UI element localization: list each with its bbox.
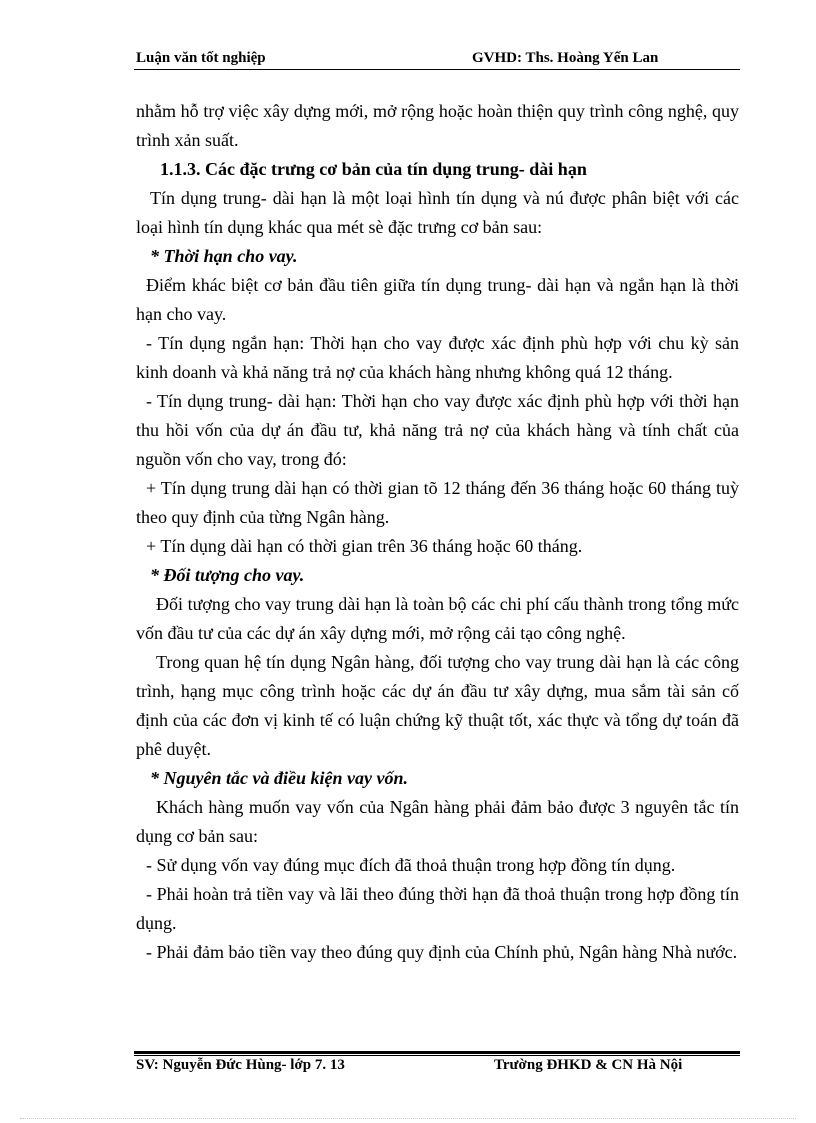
paragraph-medium-term-duration: + Tín dụng trung dài hạn có thời gian tõ 12 tháng đến 36 tháng hoặc 60 tháng tuỳ theo quy định của từng Ngân hàng. (136, 478, 739, 527)
paragraph-short-term: - Tín dụng ngắn hạn: Thời hạn cho vay được xác định phù hợp với chu kỳ sản kinh doanh và khả năng trả nợ của khách hàng nhưng không quá 12 tháng. (136, 333, 739, 382)
page-header (134, 50, 740, 70)
paragraph-bank-relation: Trong quan hệ tín dụng Ngân hàng, đối tượng cho vay trung dài hạn là các công trình, hạng mục công trình hoặc các dự án đầu tư xây dựng, mua sắm tài sản cố định của các đơn vị kinh tế có luận chứng kỹ thuật tốt, xác thực và tổng dự toán đã phê duyệt. (136, 652, 739, 759)
footer-divider-thick (134, 1051, 740, 1054)
footer-university: Trường ĐHKD & CN Hà Nội (494, 1057, 683, 1073)
section-heading: 1.1.3. Các đặc trưng cơ bản của tín dụng trung- dài hạn (160, 159, 587, 179)
header-advisor: GVHD: Ths. Hoàng Yến Lan (472, 50, 659, 66)
page-footer (134, 1057, 740, 1079)
paragraph-continuation: nhằm hỗ trợ việc xây dựng mới, mở rộng hoặc hoàn thiện quy trình công nghệ, quy trình xản suất. (136, 101, 739, 150)
paragraph-loan-object: Đối tượng cho vay trung dài hạn là toàn bộ các chi phí cấu thành trong tổng mức vốn đầu tư của các dự án xây dựng mới, mở rộng cải tạo công nghệ. (136, 594, 739, 643)
list-item-principle-2: - Phải hoàn trả tiền vay và lãi theo đúng thời hạn đã thoả thuận trong hợp đồng tín dụng. (136, 884, 739, 933)
paragraph-intro: Tín dụng trung- dài hạn là một loại hình tín dụng và nú được phân biệt với các loại hình tín dụng khác qua mét sè đặc trưng cơ bản sau: (136, 188, 739, 237)
body-text (136, 97, 739, 967)
page-edge-line (20, 1118, 796, 1119)
paragraph-long-term-duration: + Tín dụng dài hạn có thời gian trên 36 tháng hoặc 60 tháng. (146, 536, 583, 556)
paragraph-medium-long-term: - Tín dụng trung- dài hạn: Thời hạn cho vay được xác định phù hợp với thời hạn thu hồi vốn của dự án đầu tư, khả năng trả nợ của khách hàng và tính chất của nguồn vốn cho vay, trong đó: (136, 391, 739, 469)
list-item-principle-1: - Sử dụng vốn vay đúng mục đích đã thoả thuận trong hợp đồng tín dụng. (146, 855, 676, 875)
footer-divider-thin (134, 1055, 740, 1056)
subheading-principles: * Nguyên tắc và điều kiện vay vốn. (150, 768, 408, 788)
header-thesis-label: Luận văn tốt nghiệp (136, 50, 266, 66)
footer-student: SV: Nguyễn Đức Hùng- lớp 7. 13 (136, 1057, 345, 1073)
list-item-principle-3: - Phải đảm bảo tiền vay theo đúng quy định của Chính phủ, Ngân hàng Nhà nước. (146, 942, 738, 962)
subheading-loan-object: * Đối tượng cho vay. (150, 565, 305, 585)
subheading-loan-term: * Thời hạn cho vay. (150, 246, 298, 266)
paragraph-principles-intro: Khách hàng muốn vay vốn của Ngân hàng phải đảm bảo được 3 nguyên tắc tín dụng cơ bản sau: (136, 797, 739, 846)
header-divider (134, 69, 740, 70)
paragraph-term-difference: Điểm khác biệt cơ bản đầu tiên giữa tín dụng trung- dài hạn và ngắn hạn là thời hạn cho vay. (136, 275, 739, 324)
